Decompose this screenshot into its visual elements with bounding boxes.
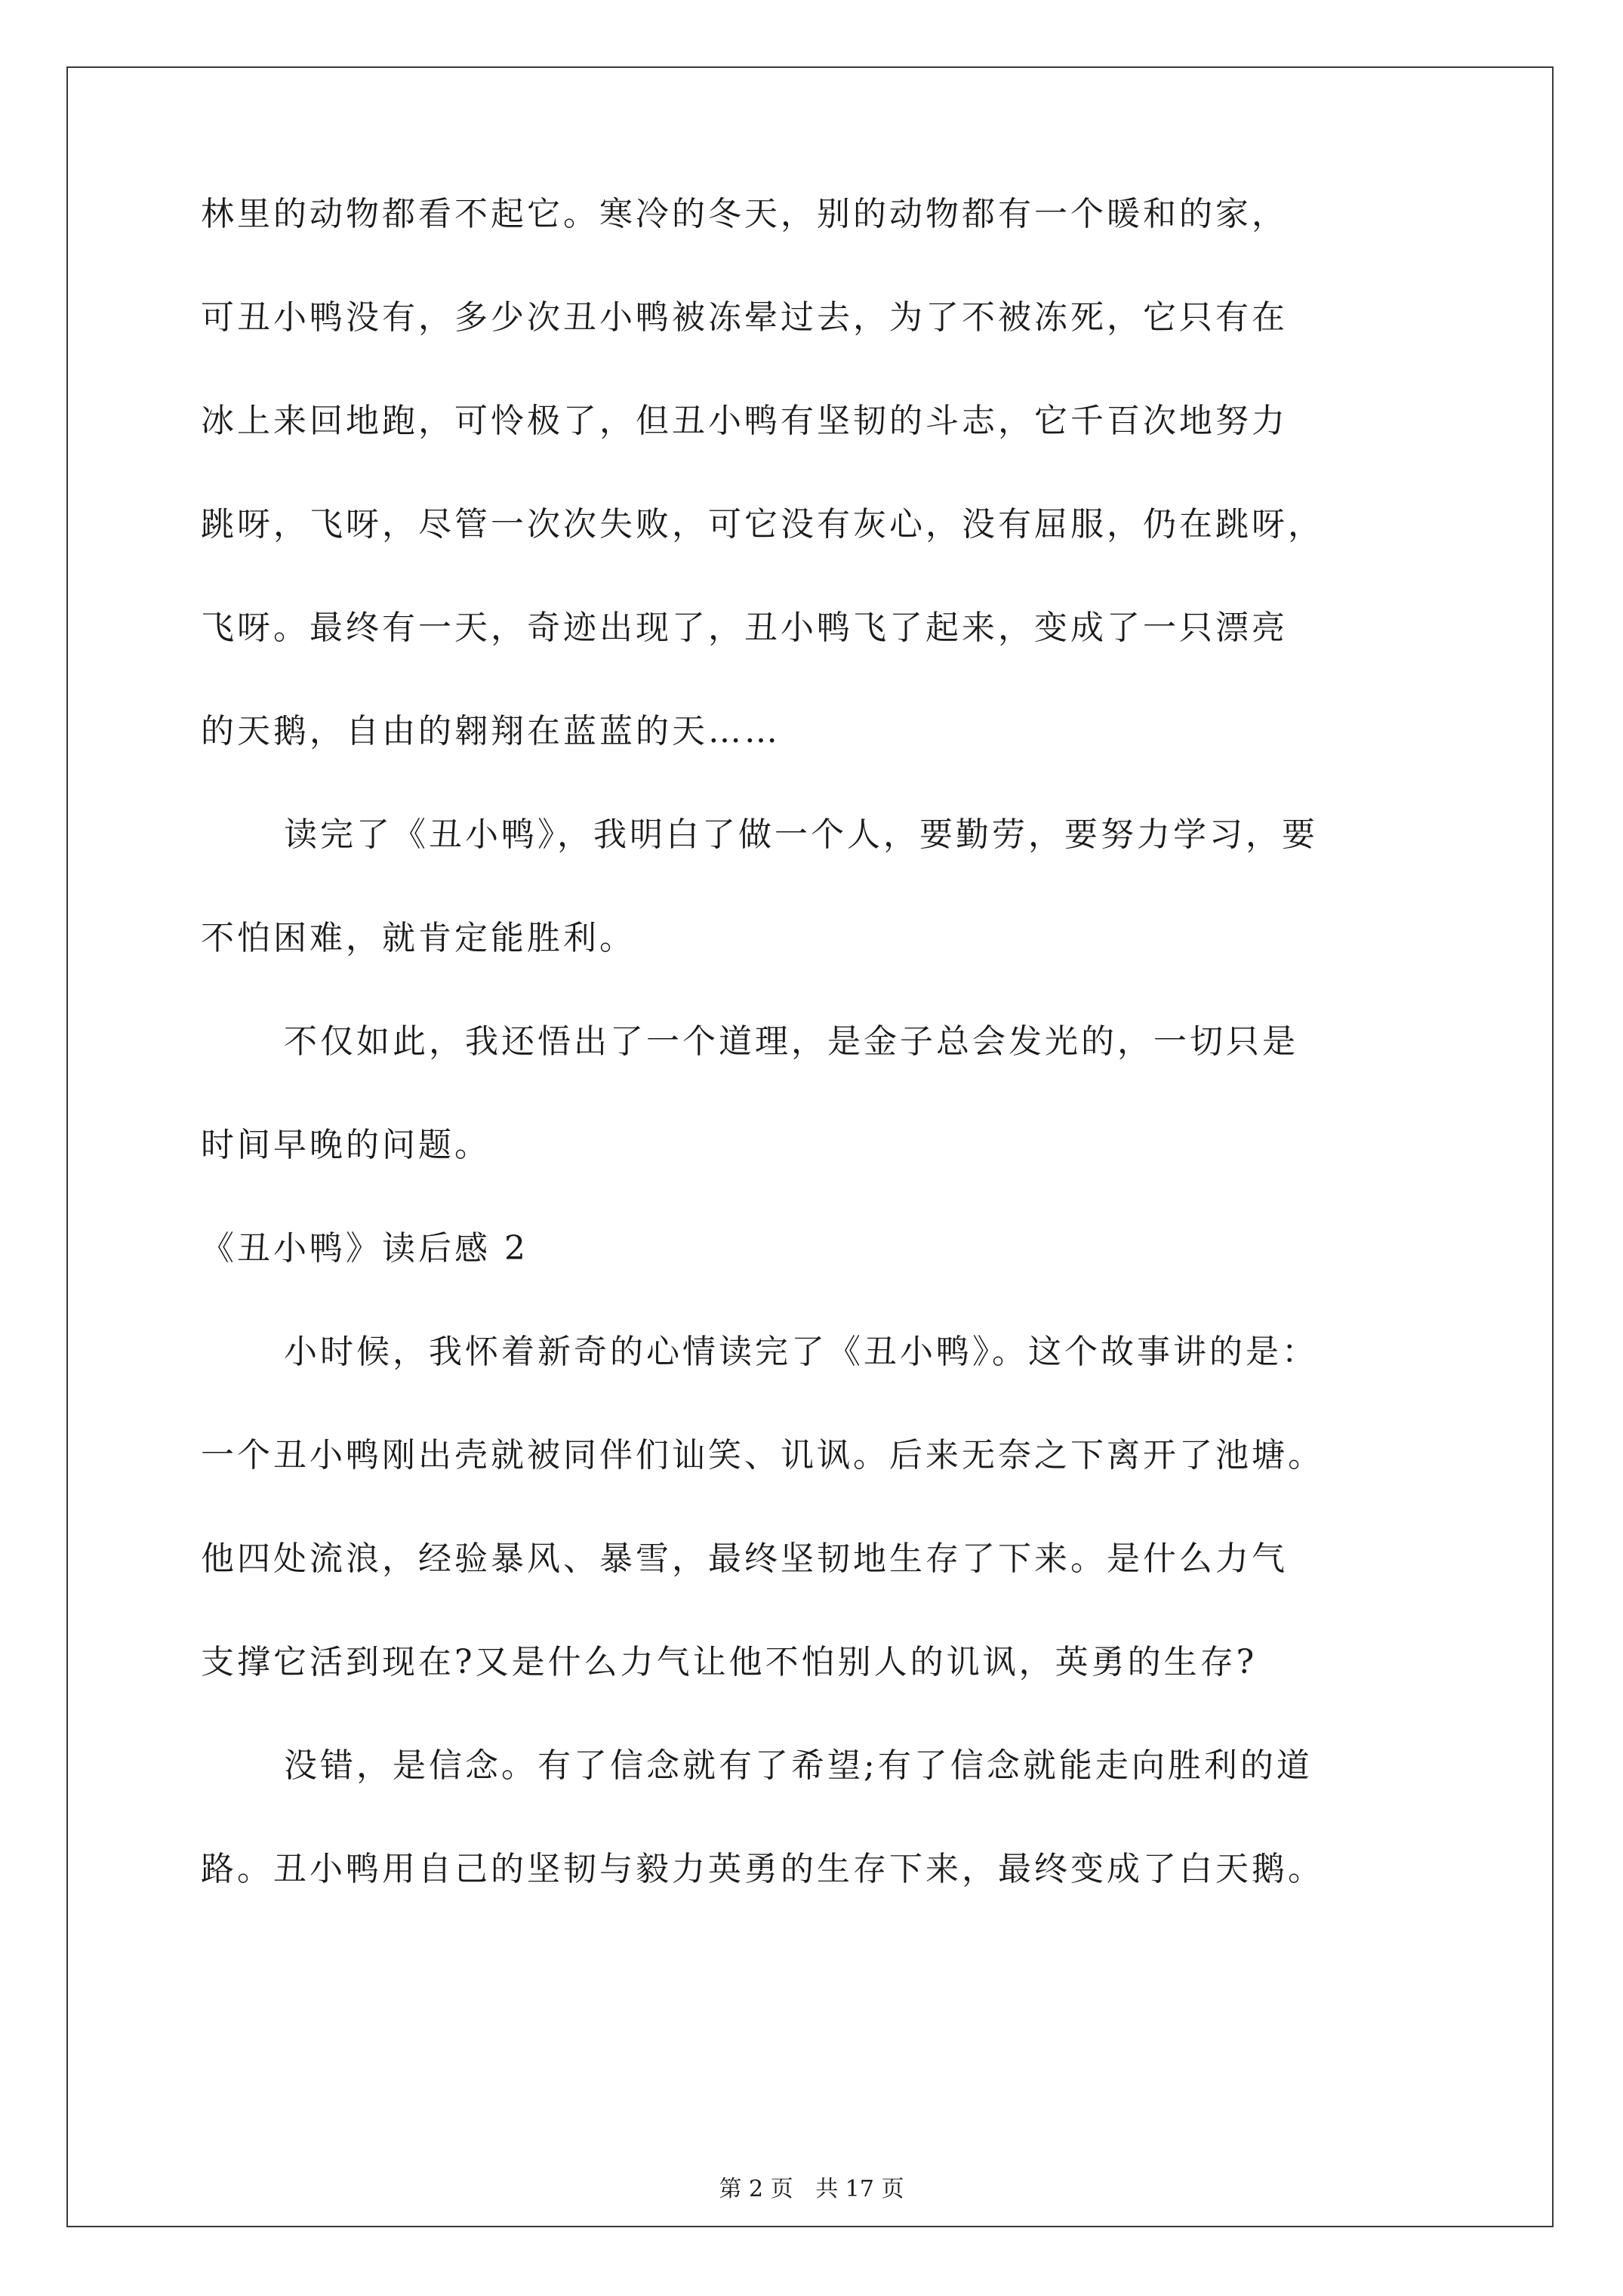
text-line: 没错，是信念。有了信念就有了希望;有了信念就能走向胜利的道 xyxy=(284,1746,1313,1785)
text-line: 可丑小鸭没有，多少次丑小鸭被冻晕过去，为了不被冻死，它只有在 xyxy=(201,298,1288,337)
text-line: 不仅如此，我还悟出了一个道理，是金子总会发光的，一切只是 xyxy=(284,1022,1298,1061)
text-line: 时间早晚的问题。 xyxy=(201,1126,491,1164)
text-line: 冰上来回地跑，可怜极了，但丑小鸭有坚韧的斗志，它千百次地努力 xyxy=(201,402,1288,440)
text-line: 读完了《丑小鸭》，我明白了做一个人，要勤劳，要努力学习，要 xyxy=(284,815,1318,854)
text-line: 路。丑小鸭用自己的坚韧与毅力英勇的生存下来，最终变成了白天鹅。 xyxy=(201,1850,1324,1888)
page-number: 第 2 页 xyxy=(719,2176,793,2202)
text-line: 的天鹅，自由的翱翔在蓝蓝的天…… xyxy=(201,712,781,750)
text-line: 跳呀，飞呀，尽管一次次失败，可它没有灰心，没有屈服，仍在跳呀， xyxy=(201,505,1324,544)
text-line: 飞呀。最终有一天，奇迹出现了，丑小鸭飞了起来，变成了一只漂亮 xyxy=(201,609,1288,647)
page-total: 共 17 页 xyxy=(815,2176,904,2202)
text-line: 小时候，我怀着新奇的心情读完了《丑小鸭》。这个故事讲的是： xyxy=(284,1333,1318,1371)
text-line: 不怕困难，就肯定能胜利。 xyxy=(201,919,636,957)
page-footer xyxy=(0,2170,1623,2203)
text-line: 支撑它活到现在?又是什么力气让他不怕别人的讥讽，英勇的生存? xyxy=(201,1643,1258,1681)
section-heading: 《丑小鸭》读后感 2 xyxy=(201,1229,528,1268)
text-line: 一个丑小鸭刚出壳就被同伴们讪笑、讥讽。后来无奈之下离开了池塘。 xyxy=(201,1436,1324,1475)
text-line: 他四处流浪，经验暴风、暴雪，最终坚韧地生存了下来。是什么力气 xyxy=(201,1539,1288,1578)
text-line: 林里的动物都看不起它。寒冷的冬天，别的动物都有一个暖和的家， xyxy=(201,195,1288,233)
